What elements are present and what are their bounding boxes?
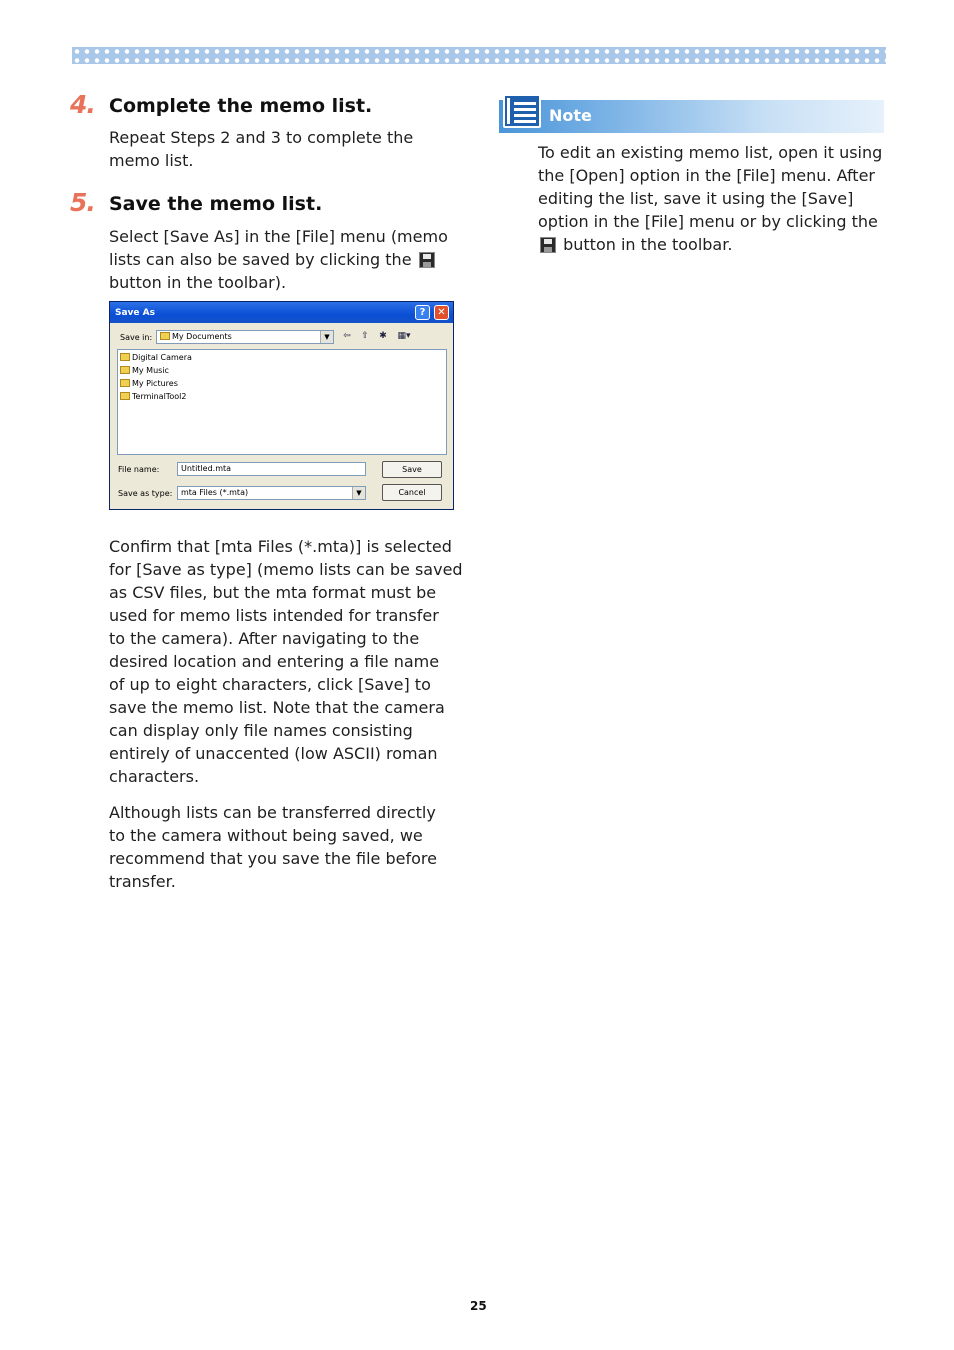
save-as-type-value: mta Files (*.mta) <box>181 488 249 497</box>
paragraph-line: transfer. <box>109 872 176 891</box>
note-line: the [Open] option in the [File] menu. After <box>538 166 875 185</box>
paragraph-line: to the camera without being saved, we <box>109 826 423 845</box>
although-paragraph <box>109 801 437 893</box>
step-4-text-line-1: Repeat Steps 2 and 3 to complete the <box>109 128 414 147</box>
list-item[interactable] <box>120 391 186 403</box>
note-line: option in the [File] menu or by clicking the <box>538 212 878 231</box>
paragraph-line: desired location and entering a file name <box>109 652 440 671</box>
save-in-combo[interactable] <box>156 330 334 344</box>
cancel-button[interactable]: Cancel <box>382 484 442 501</box>
note-notebook-icon <box>503 94 541 128</box>
note-line: To edit an existing memo list, open it using <box>538 143 883 162</box>
paragraph-line: of up to eight characters, click [Save] to <box>109 675 431 694</box>
step-5-text-line-3: button in the toolbar). <box>109 273 287 292</box>
file-name-label: File name: <box>118 465 160 474</box>
save-disk-icon <box>540 237 556 253</box>
folder-name: My Pictures <box>132 379 178 388</box>
note-line: button in the toolbar. <box>563 235 733 254</box>
step-5-text <box>109 225 448 294</box>
new-folder-icon[interactable]: ✱ <box>379 331 387 341</box>
paragraph-line: can display only file names consisting <box>109 721 413 740</box>
note-line: editing the list, save it using the [Save] <box>538 189 854 208</box>
paragraph-line: characters. <box>109 767 200 786</box>
paragraph-line: Although lists can be transferred directly <box>109 803 436 822</box>
confirm-paragraph <box>109 535 463 788</box>
list-item[interactable] <box>120 352 192 364</box>
paragraph-line: Confirm that [mta Files (*.mta)] is selected <box>109 537 452 556</box>
decorative-header-bar <box>72 47 886 64</box>
step-5-text-line-2: lists can also be saved by clicking the <box>109 250 412 269</box>
dropdown-arrow-icon[interactable]: ▼ <box>352 487 365 499</box>
paragraph-line: entirely of unaccented (low ASCII) roman <box>109 744 438 763</box>
save-in-label: Save in: <box>120 333 153 342</box>
step-4-text <box>109 126 413 172</box>
paragraph-line: recommend that you save the file before <box>109 849 437 868</box>
close-button[interactable]: ✕ <box>434 305 449 320</box>
folder-name: Digital Camera <box>132 353 192 362</box>
folder-icon <box>160 332 170 340</box>
step-4-text-line-2: memo list. <box>109 151 194 170</box>
note-label: Note <box>549 106 592 125</box>
dropdown-arrow-icon[interactable]: ▼ <box>320 331 333 343</box>
folder-icon <box>120 392 130 400</box>
folder-name: TerminalTool2 <box>132 392 187 401</box>
back-icon[interactable]: ⇦ <box>343 331 351 341</box>
paragraph-line: used for memo lists intended for transfer <box>109 606 439 625</box>
page-number: 25 <box>470 1299 487 1313</box>
dialog-title: Save As <box>115 308 155 318</box>
save-button[interactable]: Save <box>382 461 442 478</box>
step-5-text-line-1: Select [Save As] in the [File] menu (memo <box>109 227 448 246</box>
save-as-dialog <box>109 301 454 510</box>
file-name-input[interactable]: Untitled.mta <box>177 462 366 476</box>
folder-icon <box>120 353 130 361</box>
file-list[interactable] <box>117 349 447 455</box>
save-in-value: My Documents <box>172 332 232 341</box>
folder-icon <box>120 379 130 387</box>
paragraph-line: as CSV files, but the mta format must be <box>109 583 437 602</box>
step-5-title: Save the memo list. <box>109 193 323 215</box>
dialog-titlebar <box>110 302 453 323</box>
paragraph-line: save the memo list. Note that the camera <box>109 698 445 717</box>
paragraph-line: for [Save as type] (memo lists can be saved <box>109 560 463 579</box>
step-4-number: 4. <box>70 90 95 119</box>
list-item[interactable] <box>120 378 178 390</box>
view-menu-icon[interactable]: ▦▾ <box>397 331 411 341</box>
folder-name: My Music <box>132 366 169 375</box>
help-button[interactable]: ? <box>415 305 430 320</box>
folder-icon <box>120 366 130 374</box>
save-disk-icon <box>419 252 435 268</box>
list-item[interactable] <box>120 365 169 377</box>
step-5-number: 5. <box>70 188 95 217</box>
save-as-type-label: Save as type: <box>118 489 173 498</box>
step-4-title: Complete the memo list. <box>109 95 373 117</box>
save-as-type-select[interactable] <box>177 486 366 500</box>
note-text <box>538 141 882 256</box>
up-folder-icon[interactable]: ⇧ <box>361 331 369 341</box>
paragraph-line: to the camera). After navigating to the <box>109 629 420 648</box>
